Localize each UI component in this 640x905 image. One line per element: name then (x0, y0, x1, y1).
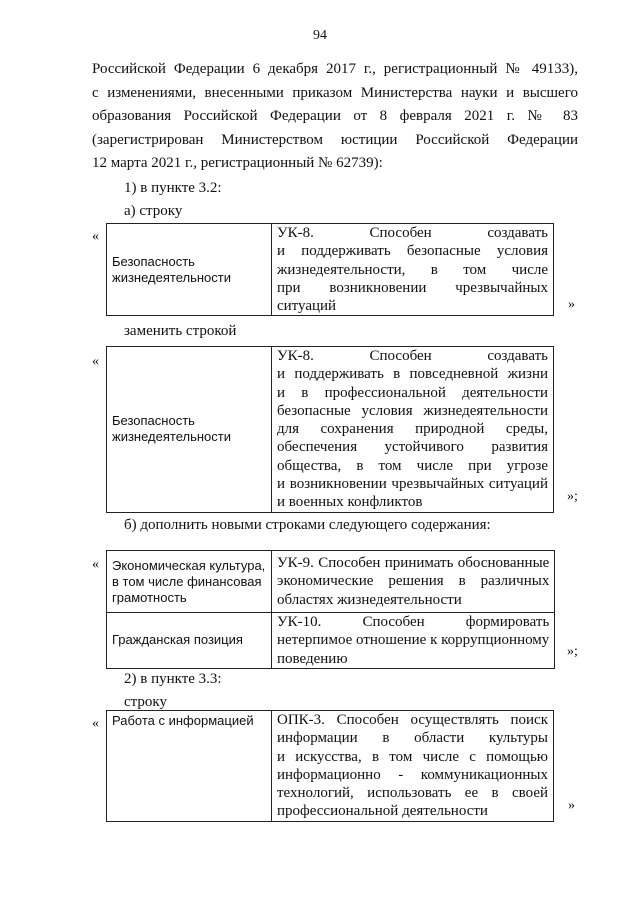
competence-line: нетерпимое отношение к коррупционному (277, 632, 550, 649)
item-2-label: 2) в пункте 3.3: (124, 671, 222, 687)
competence-line: информационно - коммуникационных (277, 766, 548, 783)
competence-line: УК-8. Способен создавать (277, 225, 548, 241)
open-quote: « (92, 557, 99, 572)
table-row-original-uk8 (106, 223, 554, 316)
close-quote: »; (567, 489, 578, 504)
competence-line: для сохранения природной среды, (277, 421, 548, 438)
intro-line: Российской Федерации 6 декабря 2017 г., регистрационный № 49133), (92, 61, 578, 77)
open-quote: « (92, 229, 99, 244)
table-row-opk3 (106, 710, 554, 822)
item-2-row-label: строку (124, 694, 167, 710)
discipline-cell: Экономическая культура, в том числе финансовая грамотность (107, 551, 272, 613)
competence-line: поведению (277, 650, 348, 667)
competence-cell (272, 347, 554, 513)
close-quote: » (568, 798, 575, 813)
open-quote: « (92, 716, 99, 731)
intro-line: образования Российской Федерации от 8 февраля 2021 г. № 83 (92, 108, 578, 124)
discipline-cell: Работа с информацией (107, 711, 272, 822)
competence-line: и возникновении чрезвычайных ситуаций (277, 476, 548, 493)
competence-line: УК-10. Способен формировать (277, 614, 550, 630)
competence-cell (272, 551, 555, 613)
competence-line: обеспечения устойчивого развития (277, 439, 548, 456)
discipline-cell: Безопасность жизнедеятельности (107, 347, 272, 513)
close-quote: » (568, 297, 575, 312)
competence-cell (272, 711, 554, 822)
close-quote: »; (567, 644, 578, 659)
competence-cell (272, 613, 555, 669)
item-1b-label: б) дополнить новыми строками следующего содержания: (124, 517, 491, 533)
competence-line: информации в области культуры (277, 730, 548, 747)
competence-line: жизнедеятельности, в том числе (277, 261, 548, 278)
competence-line: ОПК-3. Способен осуществлять поиск (277, 712, 548, 728)
table-row-new-uk8 (106, 346, 554, 513)
item-1-label: 1) в пункте 3.2: (124, 180, 222, 196)
competence-line: и военных конфликтов (277, 494, 423, 511)
table-new-rows (106, 550, 555, 669)
discipline-cell: Безопасность жизнедеятельности (107, 224, 272, 316)
competence-line: безопасные условия жизнедеятельности (277, 402, 548, 419)
competence-line: и в профессиональной деятельности (277, 384, 548, 401)
competence-line: профессиональной деятельности (277, 803, 488, 820)
competence-line: технологий, использовать ее в своей (277, 785, 548, 802)
competence-cell (272, 224, 554, 316)
competence-line: УК-8. Способен создавать (277, 348, 548, 364)
competence-line: при возникновении чрезвычайных (277, 279, 548, 296)
competence-line: ситуаций (277, 298, 337, 315)
page-number: 94 (313, 28, 327, 43)
competence-line: экономические решения в различных (277, 573, 550, 590)
open-quote: « (92, 354, 99, 369)
competence-line: общества, в том числе при угрозе (277, 457, 548, 474)
competence-line: и поддерживать в повседневной жизни (277, 366, 548, 383)
competence-line: и поддерживать безопасные условия (277, 243, 548, 260)
replace-label: заменить строкой (124, 323, 237, 339)
competence-line: УК-9. Способен принимать обоснованные (277, 555, 550, 572)
intro-line: (зарегистрирован Министерством юстиции Российской Федерации (92, 131, 578, 148)
intro-line: с изменениями, внесенными приказом Министерства науки и высшего (92, 84, 578, 101)
competence-line: областях жизнедеятельности (277, 591, 462, 608)
intro-paragraph (92, 58, 578, 176)
intro-line: 12 марта 2021 г., регистрационный № 62739): (92, 155, 383, 171)
item-1a-label: а) строку (124, 203, 183, 219)
competence-line: и искусства, в том числе с помощью (277, 748, 548, 765)
discipline-cell: Гражданская позиция (107, 613, 272, 669)
